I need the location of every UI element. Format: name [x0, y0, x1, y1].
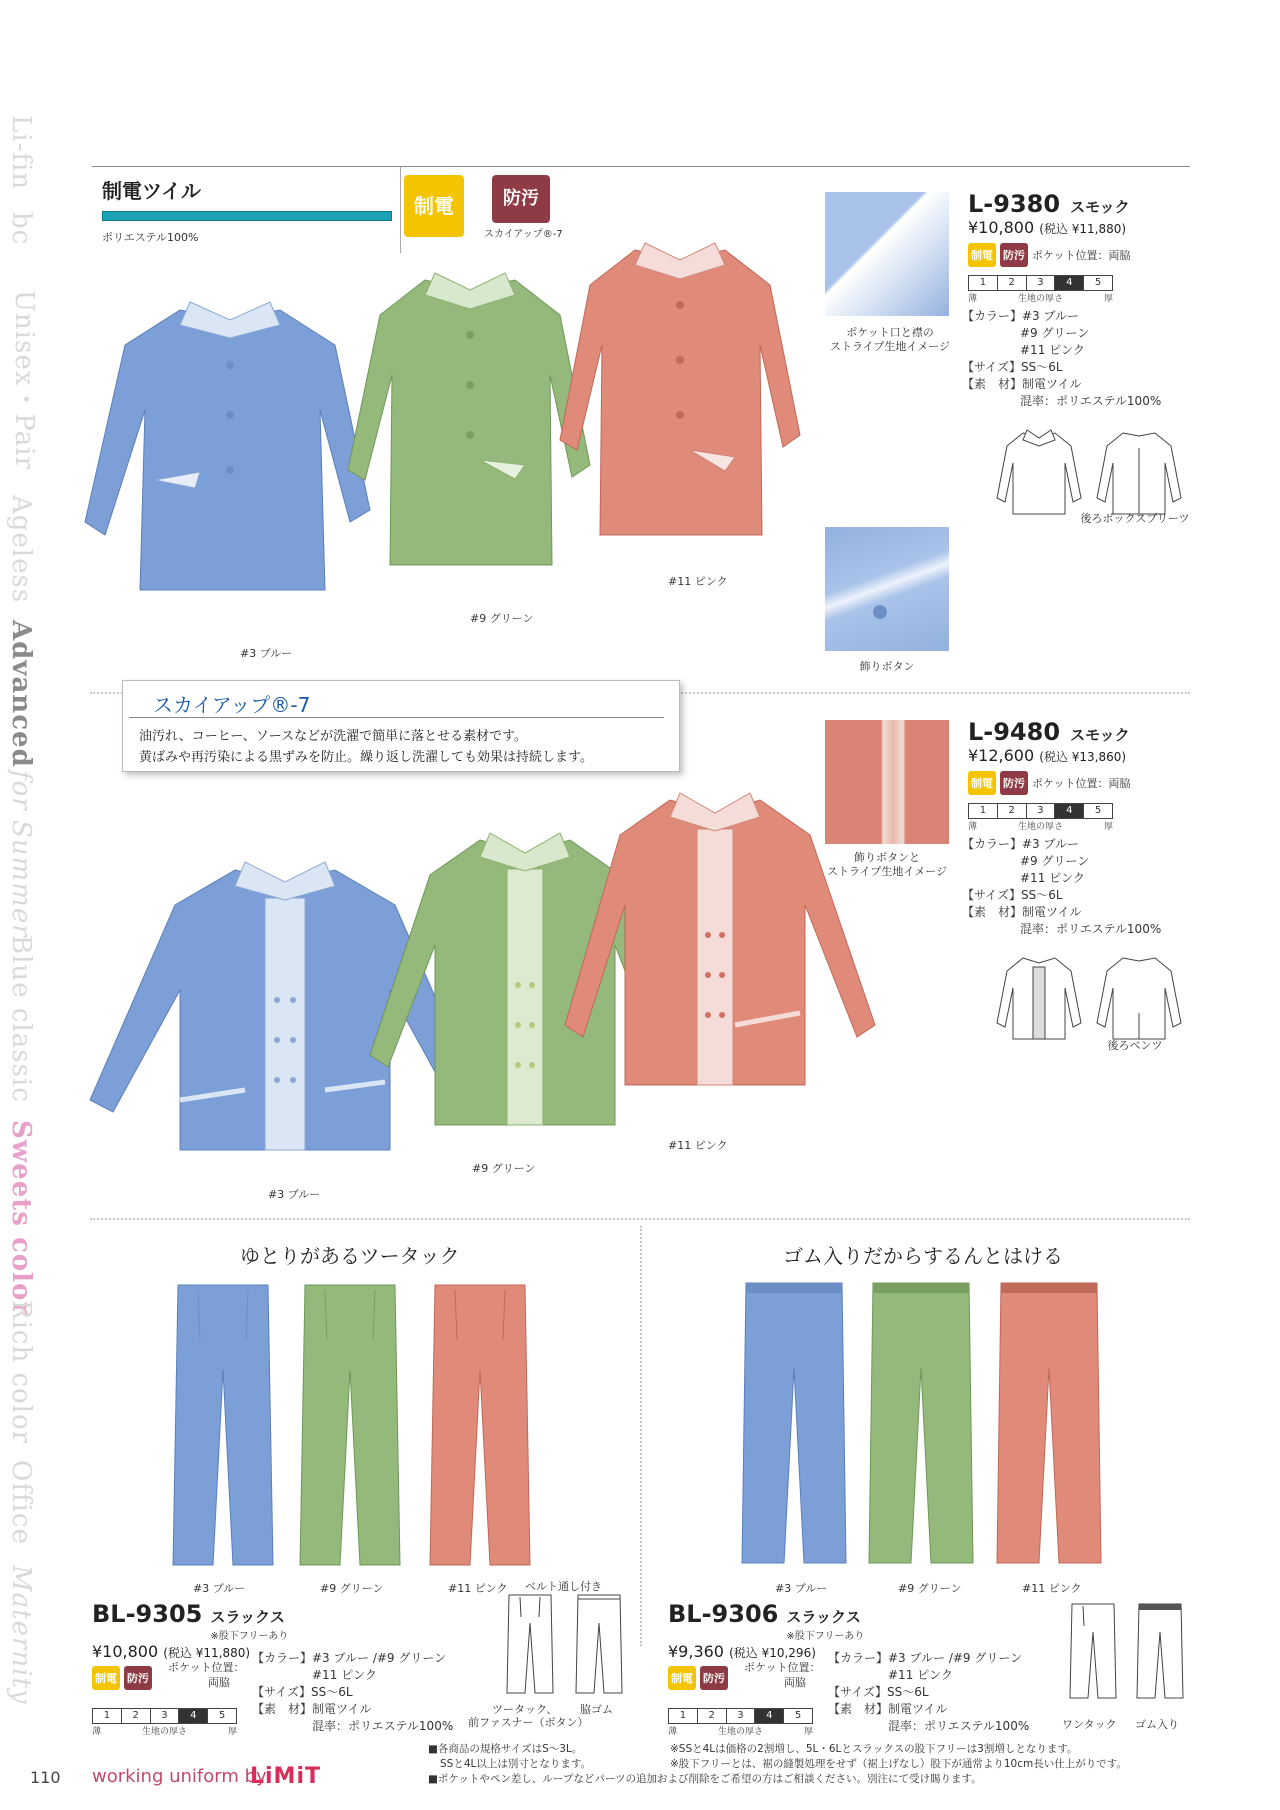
- bl9306-kind: スラックス: [786, 1608, 861, 1626]
- bl9306-sketch-caption1: ワンタック: [1062, 1718, 1117, 1731]
- l9480-detail-photo: [825, 720, 949, 844]
- l9380-detail-caption1: ポケット口と襟の: [846, 326, 934, 339]
- footer-note-1: ■各商品の規格サイズはS～3L。: [428, 1743, 583, 1755]
- bl9306-thickness-scale: [668, 1708, 813, 1724]
- thick-label: 厚: [227, 1727, 237, 1737]
- bl9305-belt-caption: ベルト通し付き: [525, 1580, 602, 1593]
- bl9305-spec: [252, 1650, 453, 1735]
- l9480-tax-price: (税込 ¥13,860): [1039, 750, 1127, 764]
- skyup-line2: 黄ばみや再汚染による黒ずみを防止。繰り返し洗濯しても効果は持続します。: [139, 750, 593, 765]
- bl9306-colors-1: 【カラー】#3 ブルー /#9 グリーン: [828, 1651, 1023, 1665]
- bl9306-pocket-2: 両脇: [784, 1676, 806, 1689]
- l9380-detail-caption1b: ストライプ生地イメージ: [829, 340, 950, 353]
- side-index-summer: for Summer: [6, 770, 36, 938]
- bl9306-colors-2: #11 ピンク: [888, 1668, 953, 1682]
- bl9305-pocket-2: 両脇: [208, 1676, 230, 1689]
- thickness-3: 3: [151, 1709, 180, 1723]
- l9480-mix: 混率：ポリエステル100%: [1020, 922, 1162, 936]
- bl9305-sketch-caption1: ツータック、: [492, 1703, 558, 1716]
- l9480-spec: [962, 836, 1188, 938]
- bl9305-caption-green: #9 グリーン: [320, 1582, 384, 1595]
- section-divider-2: [90, 1218, 1190, 1220]
- bl9305-thickness-label: [92, 1724, 237, 1737]
- l9380-color-1: 【カラー】#3 ブルー: [962, 309, 1080, 323]
- thickness-3: 3: [1027, 276, 1056, 290]
- fabric-box-divider: [400, 167, 401, 253]
- footer-notes-right: [670, 1742, 1127, 1772]
- thickness-1: 1: [969, 276, 998, 290]
- l9480-caption-blue: #3 ブルー: [268, 1188, 321, 1201]
- skyup-box: [122, 680, 680, 772]
- l9480-badge-bousen: 防汚: [1000, 771, 1028, 795]
- l9480-code: L-9480: [968, 718, 1061, 746]
- bl9305-tax-price: (税込 ¥11,880): [163, 1646, 251, 1660]
- l9480-badge-seiden: 制電: [968, 771, 996, 795]
- bl9305-colors-1: 【カラー】#3 ブルー /#9 グリーン: [252, 1651, 447, 1665]
- l9380-jacket-blue: [80, 290, 380, 620]
- l9380-material: 【素 材】制電ツイル: [962, 377, 1082, 391]
- l9480-size: 【サイズ】SS～6L: [962, 888, 1063, 902]
- thickness-5: 5: [1094, 277, 1102, 288]
- l9480-price-row: [968, 746, 1188, 765]
- l9480-sketch-front: [993, 953, 1085, 1043]
- side-index-lifin: Li-fin: [6, 115, 36, 191]
- skyup-title-underline: [129, 717, 664, 718]
- fabric-bar: [102, 211, 392, 221]
- l9480-back-caption: 後ろベンツ: [1107, 1039, 1163, 1052]
- bl9306-thickness-label: [668, 1724, 813, 1737]
- bl9306-pocket-1: ポケット位置：: [744, 1661, 821, 1674]
- bl9305-note: ※股下フリーあり: [210, 1631, 289, 1642]
- l9480-thickness-label: [968, 819, 1113, 832]
- bl9305-pants-pink: [425, 1280, 535, 1575]
- l9380-pocket: ポケット位置：両脇: [1032, 248, 1131, 262]
- l9380-jacket-pink: [555, 235, 815, 565]
- bl9305-code: BL-9305: [92, 1600, 203, 1628]
- bl9306-tax-price: (税込 ¥10,296): [729, 1646, 816, 1660]
- l9380-sketch-back: [1093, 428, 1185, 518]
- bl9306-code: BL-9306: [668, 1600, 779, 1628]
- l9380-thickness-scale: [968, 275, 1113, 291]
- fabric-composition: ポリエステル100%: [102, 231, 199, 244]
- bl9305-kind: スラックス: [210, 1608, 285, 1626]
- l9480-caption-pink: #11 ピンク: [668, 1139, 728, 1152]
- thickness-2: 2: [698, 1709, 727, 1723]
- thickness-4: 4: [755, 1709, 784, 1723]
- bl9305-colors-2: #11 ピンク: [312, 1668, 377, 1682]
- bl9305-size: 【サイズ】SS～6L: [252, 1685, 353, 1699]
- bl9305-sketch-front: [505, 1593, 555, 1697]
- bl9306-pants-green: [865, 1278, 977, 1573]
- l9480-color-1: 【カラー】#3 ブルー: [962, 837, 1080, 851]
- bl9306-caption-blue: #3 ブルー: [775, 1582, 828, 1595]
- bl9306-mix: 混率：ポリエステル100%: [888, 1719, 1030, 1733]
- footer-note-2: SSと4L以上は別寸となります。: [440, 1758, 592, 1770]
- l9380-color-3: #11 ピンク: [1020, 343, 1085, 357]
- bl9306-badge-bousen: 防汚: [700, 1666, 728, 1690]
- bl9306-sketch-caption2: ゴム入り: [1135, 1718, 1179, 1731]
- l9380-price-row: [968, 218, 1188, 237]
- bl9305-heading: ゆとりがあるツータック: [240, 1244, 460, 1268]
- bl9306-pocket: [744, 1660, 820, 1690]
- l9480-thickness-scale: [968, 803, 1113, 819]
- l9380-badge-seiden: 制電: [968, 243, 996, 267]
- side-index-bc: bc: [6, 212, 36, 246]
- decorative-button-icon: [873, 605, 887, 619]
- l9380-thickness-label: [968, 291, 1113, 304]
- l9480-detail-caption1b: ストライプ生地イメージ: [826, 865, 947, 878]
- footer-note-5: ■ポケットやペン差し、ループなどパーツの追加および削除をご希望の方はご相談ください。別注にて受け賜ります。: [428, 1773, 982, 1785]
- l9380-tax-price: (税込 ¥11,880): [1039, 222, 1127, 236]
- l9380-caption-blue: #3 ブルー: [240, 647, 293, 660]
- fabric-title: 制電ツイル: [102, 179, 201, 203]
- thick-label: 厚: [1103, 294, 1113, 304]
- bl9305-sketch-back: [574, 1593, 624, 1697]
- l9380-kind: スモック: [1070, 198, 1130, 216]
- l9380-caption-green: #9 グリーン: [470, 612, 534, 625]
- l9380-detail-caption2: 飾りボタン: [859, 660, 915, 673]
- thickness-5: 5: [218, 1710, 226, 1721]
- l9480-kind: スモック: [1070, 726, 1130, 744]
- bl9305-mix: 混率：ポリエステル100%: [312, 1719, 454, 1733]
- bl9305-sketch-caption1b: 前ファスナー（ボタン）: [468, 1716, 589, 1729]
- badge-seiden-large: 制電: [404, 175, 464, 237]
- l9380-price: ¥10,800: [968, 218, 1035, 237]
- thickness-label: 生地の厚さ: [141, 1727, 187, 1737]
- thickness-4: 4: [179, 1709, 208, 1723]
- bl9306-caption-pink: #11 ピンク: [1022, 1582, 1082, 1595]
- thin-label: 薄: [668, 1727, 678, 1737]
- thickness-2: 2: [998, 804, 1027, 818]
- l9380-size: 【サイズ】SS～6L: [962, 360, 1063, 374]
- thick-label: 厚: [803, 1727, 813, 1737]
- footer-note-4: ※股下フリーとは、裾の縫製処理をせず（裾上げなし）股下が通常より10cm長い仕上がりです。: [670, 1758, 1127, 1770]
- bl9305-thickness-scale: [92, 1708, 237, 1724]
- bl9305-pocket: [168, 1660, 244, 1690]
- l9480-color-2: #9 グリーン: [1020, 854, 1090, 868]
- l9380-badge-bousen: 防汚: [1000, 243, 1028, 267]
- thickness-1: 1: [669, 1709, 698, 1723]
- bl9306-price: ¥9,360: [668, 1642, 724, 1661]
- l9380-detail-photo-collar: [825, 192, 949, 316]
- side-index-rich: Rich color: [6, 1300, 36, 1445]
- thickness-5: 5: [1094, 805, 1102, 816]
- side-index-blue: Blue classic: [6, 935, 36, 1103]
- l9480-color-3: #11 ピンク: [1020, 871, 1085, 885]
- thickness-1: 1: [969, 804, 998, 818]
- bl9305-material: 【素 材】制電ツイル: [252, 1702, 372, 1716]
- fabric-skyup-label: スカイアップ®-7: [484, 229, 563, 240]
- side-index-maternity: Maternity: [6, 1565, 36, 1705]
- page-number: 110: [30, 1768, 61, 1787]
- bl9306-heading: ゴム入りだからするんとはける: [783, 1244, 1063, 1268]
- pants-vertical-divider: [640, 1226, 642, 1646]
- thickness-1: 1: [93, 1709, 122, 1723]
- footer-note-3: ※SSと4Lは価格の2割増し、5L・6Lとスラックスの股下フリーは3割増しとなります。: [670, 1743, 1078, 1755]
- bl9305-pocket-1: ポケット位置：: [168, 1661, 245, 1674]
- thin-label: 薄: [968, 822, 978, 832]
- thickness-label: 生地の厚さ: [1017, 822, 1063, 832]
- l9480-material: 【素 材】制電ツイル: [962, 905, 1082, 919]
- l9480-caption-green: #9 グリーン: [472, 1162, 536, 1175]
- bl9306-spec: [828, 1650, 1029, 1735]
- bl9305-caption-blue: #3 ブルー: [193, 1582, 246, 1595]
- l9380-spec: [962, 308, 1188, 410]
- thickness-4: 4: [1055, 804, 1084, 818]
- bl9306-pants-blue: [738, 1278, 850, 1573]
- l9380-mix: 混率：ポリエステル100%: [1020, 394, 1162, 408]
- l9380-info: [962, 190, 1188, 410]
- bl9305-info: [92, 1600, 512, 1737]
- thickness-label: 生地の厚さ: [1017, 294, 1063, 304]
- side-index-office: Office: [6, 1460, 36, 1545]
- bl9306-sketch-back: [1135, 1602, 1185, 1702]
- thickness-4: 4: [1055, 276, 1084, 290]
- thin-label: 薄: [92, 1727, 102, 1737]
- side-index-unisex: Unisex・Pair: [9, 290, 39, 470]
- bl9306-badge-seiden: 制電: [668, 1666, 696, 1690]
- bl9306-caption-green: #9 グリーン: [898, 1582, 962, 1595]
- bl9306-sketch-front: [1068, 1602, 1118, 1702]
- bl9305-pants-green: [295, 1280, 405, 1575]
- thickness-3: 3: [727, 1709, 756, 1723]
- bl9305-badge-bousen: 防汚: [124, 1666, 152, 1690]
- bl9305-pants-blue: [168, 1280, 278, 1575]
- limit-logo: LiMiT: [250, 1764, 321, 1789]
- l9380-detail-photo-button: [825, 527, 949, 651]
- l9480-pocket: ポケット位置：両脇: [1032, 776, 1131, 790]
- l9480-detail-caption1: 飾りボタンと: [854, 851, 920, 864]
- bl9306-pants-pink: [993, 1278, 1105, 1573]
- l9480-price: ¥12,600: [968, 746, 1035, 765]
- l9380-back-caption: 後ろボックスプリーツ: [1080, 512, 1190, 525]
- thickness-2: 2: [122, 1709, 151, 1723]
- badge-bousen-large: 防汚: [492, 175, 550, 223]
- thickness-2: 2: [998, 276, 1027, 290]
- bl9305-price: ¥10,800: [92, 1642, 159, 1661]
- bl9306-info: [668, 1600, 1088, 1737]
- side-index-advanced: Advanced: [6, 620, 36, 768]
- bl9306-size: 【サイズ】SS～6L: [828, 1685, 929, 1699]
- bl9305-caption-pink: #11 ピンク: [448, 1582, 508, 1595]
- bl9305-sketch-caption2: 脇ゴム: [580, 1703, 613, 1716]
- l9480-sketch-back: [1093, 953, 1185, 1043]
- thin-label: 薄: [968, 294, 978, 304]
- side-index-sweets: Sweets color: [6, 1120, 36, 1317]
- l9480-info: [962, 718, 1188, 938]
- footer-brand: working uniform by: [92, 1766, 267, 1787]
- l9380-code: L-9380: [968, 190, 1061, 218]
- bl9306-note: ※股下フリーあり: [786, 1631, 865, 1642]
- thickness-3: 3: [1027, 804, 1056, 818]
- bl9306-material: 【素 材】制電ツイル: [828, 1702, 948, 1716]
- l9380-caption-pink: #11 ピンク: [668, 575, 728, 588]
- l9380-color-2: #9 グリーン: [1020, 326, 1090, 340]
- skyup-line1: 油汚れ、コーヒー、ソースなどが洗濯で簡単に落とせる素材です。: [139, 729, 528, 744]
- thickness-5: 5: [794, 1710, 802, 1721]
- bl9305-badge-seiden: 制電: [92, 1666, 120, 1690]
- thickness-label: 生地の厚さ: [717, 1727, 763, 1737]
- thick-label: 厚: [1103, 822, 1113, 832]
- l9380-sketch-front: [993, 428, 1085, 518]
- skyup-title: スカイアップ®-7: [153, 693, 311, 717]
- side-index-ageless: Ageless: [6, 495, 36, 604]
